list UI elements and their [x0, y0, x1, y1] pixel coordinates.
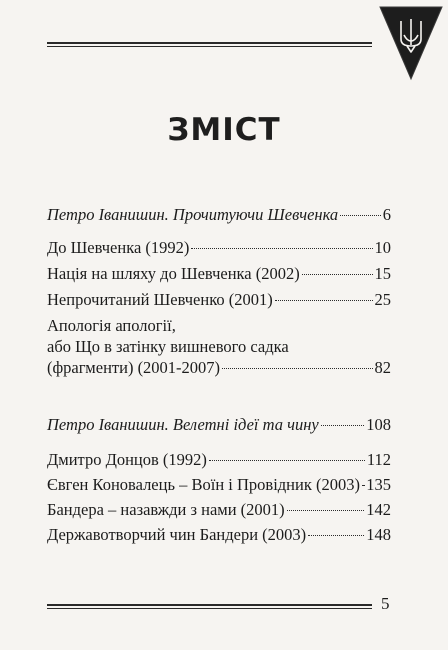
toc-dot-leader [222, 368, 372, 369]
toc-page-number: 142 [366, 500, 391, 519]
toc-item[interactable] [47, 263, 391, 284]
toc-dot-leader [287, 510, 365, 511]
toc-page-number: 148 [366, 525, 391, 544]
toc-dot-leader [321, 425, 365, 426]
toc-dot-leader [191, 248, 372, 249]
toc-page-number: 25 [374, 290, 391, 309]
footer-page-number: 5 [381, 594, 390, 613]
toc-page-number: 15 [374, 264, 391, 283]
page-title: ЗМІСТ [167, 112, 281, 148]
toc-item-label: Непрочитаний Шевченко (2001) [47, 290, 273, 309]
toc-item[interactable] [47, 449, 391, 470]
toc-item[interactable] [47, 315, 391, 378]
toc-item[interactable] [47, 474, 391, 495]
toc-dot-leader [302, 274, 373, 275]
toc-item-label: Бандера – назавжди з нами (2001) [47, 500, 285, 519]
toc-item[interactable] [47, 499, 391, 520]
toc-dot-leader [275, 300, 373, 301]
bottom-rule [47, 604, 372, 609]
toc-item-label-line: Апологія апології, [47, 316, 176, 335]
toc-dot-leader [362, 485, 364, 486]
toc-dot-leader [209, 460, 365, 461]
toc-item-label-line: або Що в затінку вишневого садка [47, 337, 289, 356]
trident-triangle-emblem-icon [378, 5, 444, 81]
toc-section-heading-label: Петро Іванишин. Велетні ідеї та чину [47, 415, 319, 434]
toc-item-label: Дмитро Донцов (1992) [47, 450, 207, 469]
toc-page-number: 108 [366, 415, 391, 434]
toc-dot-leader [340, 215, 381, 216]
toc-item[interactable] [47, 524, 391, 545]
toc-page-number: 112 [366, 450, 391, 469]
top-rule [47, 42, 372, 47]
toc-item-label: Євген Коновалець – Воїн і Провідник (2003) [47, 475, 360, 494]
toc-item-label: Державотворчий чин Бандери (2003) [47, 525, 307, 544]
toc-section-heading[interactable] [47, 414, 391, 435]
toc-item-label-line: (фрагменти) (2001-2007) [47, 358, 221, 377]
toc-section-heading-label: Петро Іванишин. Прочитуючи Шевченка [47, 205, 339, 224]
toc-item[interactable] [47, 237, 391, 258]
toc-page-number: 6 [382, 205, 391, 224]
toc-item-label: До Шевченка (1992) [47, 238, 190, 257]
toc-page-number: 135 [366, 475, 391, 494]
toc-page-number: 10 [374, 238, 391, 257]
toc-page-number: 82 [374, 358, 391, 377]
toc-dot-leader [308, 535, 364, 536]
toc-item[interactable] [47, 289, 391, 310]
toc-item-label: Нація на шляху до Шевченка (2002) [47, 264, 300, 283]
toc-section-heading[interactable] [47, 204, 391, 225]
